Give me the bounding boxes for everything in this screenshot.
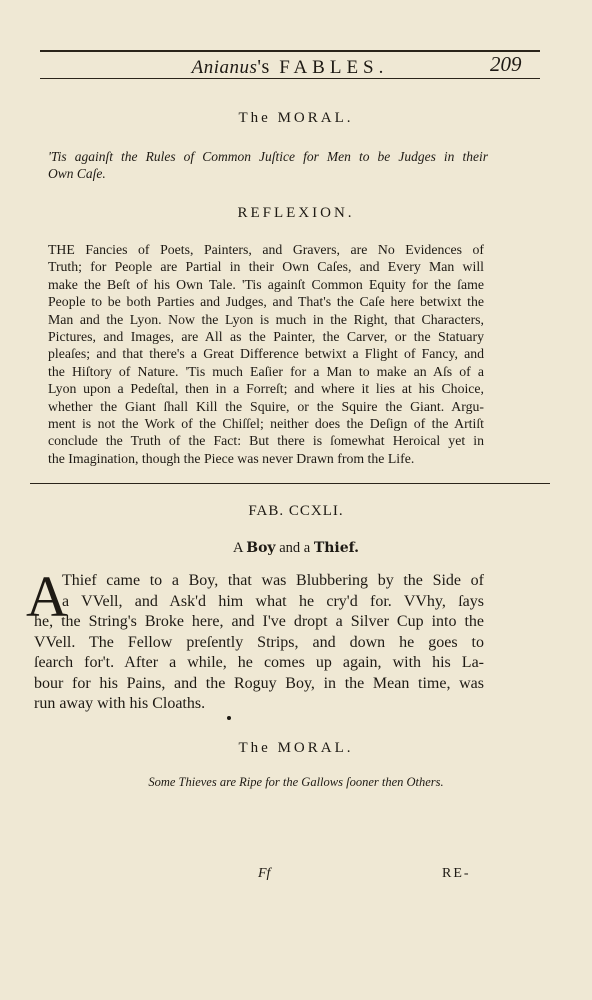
fable-number: FAB. CCXLI. [248,503,344,519]
section-divider [30,483,550,484]
reflexion-line: Truth; for People are Partial in their Own Caſes, and Every Man will [48,259,484,275]
ink-dot [227,716,231,720]
fable-line: ſearch for't. After a while, he comes up again, with his La- [34,654,484,671]
reflexion-body [48,241,484,467]
header-possessive: 's [257,56,270,78]
reflexion-line: the Imagination, though the Piece was never Drawn from the Life. [48,450,415,466]
reflexion-line: Pictures, and Images, are All as the Painter, the Carver, or the Statuary [48,328,484,344]
reflexion-line: the Hiſtory of Nature. 'Tis much Eaſier for a Man to make an Aſs of a [48,363,484,379]
moral-text-2: Some Thieves are Ripe for the Gallows ſooner then Others. [148,775,444,789]
reflexion-line: make the Beſt of his Own Tale. 'Tis againſt Common Equity for the ſame [48,276,484,292]
fable-line: run away with his Cloaths. [34,695,206,712]
fable-title-prefix: A [232,540,243,556]
fable-title [40,540,552,557]
header-rule-bottom [40,78,540,79]
reflexion-line: ment is not the Work of the Chiſſel; neither does the Deſign of the Artiſt [48,415,484,431]
fable-line: Thief came to a Boy, that was Blubbering by the Side of [62,572,484,589]
drop-cap: A [26,564,68,629]
moral-text-1 [48,148,488,183]
reflexion-heading: REFLEXION. [237,205,355,221]
fable-title-thief: Thief. [313,540,360,556]
header-title [40,56,540,79]
header-author: Anianus [191,57,258,78]
moral-heading-2: The MORAL. [238,740,354,756]
fable-body [34,571,484,715]
reflexion-line: People to be both Parties and Judges, and That's the Caſe here betwixt the [48,294,484,310]
reflexion-line: whether the Giant ſhall Kill the Squire, or the Squire the Giant. Argu- [48,398,484,414]
fable-line: he, the String's Broke here, and I've dropt a Silver Cup into the [34,613,484,630]
page-number: 209 [490,52,522,76]
signature-mark: Ff [258,866,271,881]
reflexion-line: Man and the Lyon. Now the Lyon is much in the Right, that Characters, [48,311,484,327]
reflexion-line: Lyon upon a Pedeſtal, then in a Forreſt; and where it lies at his Choice, [48,381,484,397]
moral-heading-1: The MORAL. [238,110,354,126]
fable-title-and: and a [279,540,311,556]
header-fables: FABLES. [279,57,389,78]
fable-title-boy: Boy [246,540,276,556]
moral-1-line: 'Tis againſt the Rules of Common Juſtice for Men to be Judges in their [48,149,488,164]
fable-line: bour for his Pains, and the Roguy Boy, in the Mean time, was [34,674,484,692]
moral-1-line: Own Caſe. [48,166,106,182]
running-header [40,50,540,78]
fable-line: VVell. The Fellow preſently Strips, and down he goes to [34,633,484,651]
catchword: RE- [442,866,471,881]
reflexion-line: THE Fancies of Poets, Painters, and Gravers, are No Evidences of [48,242,484,257]
reflexion-line: pleaſes; and that there's a Great Difference betwixt a Flight of Fancy, and [48,346,484,362]
fable-line: a VVell, and Ask'd him what he cry'd for. VVhy, ſays [62,592,484,610]
reflexion-line: conclude the Truth of the Fact: But there is ſomewhat Heroical yet in [48,433,484,449]
header-rule-top [40,50,540,52]
